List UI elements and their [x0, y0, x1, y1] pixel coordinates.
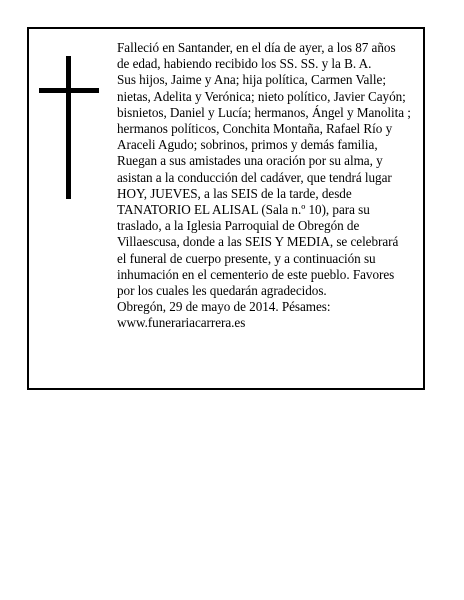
notice-line: TANATORIO EL ALISAL (Sala n.º 10), para su — [117, 202, 370, 218]
notice-line: el funeral de cuerpo presente, y a continuación su — [117, 250, 376, 266]
notice-line: nietas, Adelita y Verónica; nieto político, Javier Cayón; — [117, 88, 406, 104]
notice-line: inhumación en el cementerio de este pueblo. Favores — [117, 266, 395, 282]
notice-line: Ruegan a sus amistades una oración por su alma, y — [117, 153, 383, 169]
notice-line: Villaescusa, donde a las SEIS Y MEDIA, se celebrará — [117, 234, 399, 250]
notice-line: bisnietos, Daniel y Lucía; hermanos, Ángel y Manolita ; — [117, 104, 411, 120]
notice-line: hermanos políticos, Conchita Montaña, Rafael Río y — [117, 121, 393, 137]
notice-line: asistan a la conducción del cadáver, que tendrá lugar — [117, 169, 392, 185]
notice-line: Obregón, 29 de mayo de 2014. Pésames: — [117, 299, 331, 315]
notice-line: Sus hijos, Jaime y Ana; hija política, Carmen Valle; — [117, 72, 386, 88]
notice-text — [117, 40, 427, 332]
notice-line: por los cuales les quedarán agradecidos. — [117, 283, 327, 299]
notice-line: de edad, habiendo recibido los SS. SS. y la B. A. — [117, 56, 372, 72]
cross-icon — [39, 56, 99, 199]
obituary-notice — [27, 27, 425, 390]
notice-line: Araceli Agudo; sobrinos, primos y demás familia, — [117, 137, 378, 153]
website-link: www.funerariacarrera.es — [117, 315, 246, 331]
cross-horizontal-bar — [39, 88, 99, 93]
notice-line: traslado, a la Iglesia Parroquial de Obregón de — [117, 218, 360, 234]
notice-line: Falleció en Santander, en el día de ayer, a los 87 años — [117, 40, 396, 55]
cross-vertical-bar — [66, 56, 71, 199]
notice-line: HOY, JUEVES, a las SEIS de la tarde, desde — [117, 185, 352, 201]
